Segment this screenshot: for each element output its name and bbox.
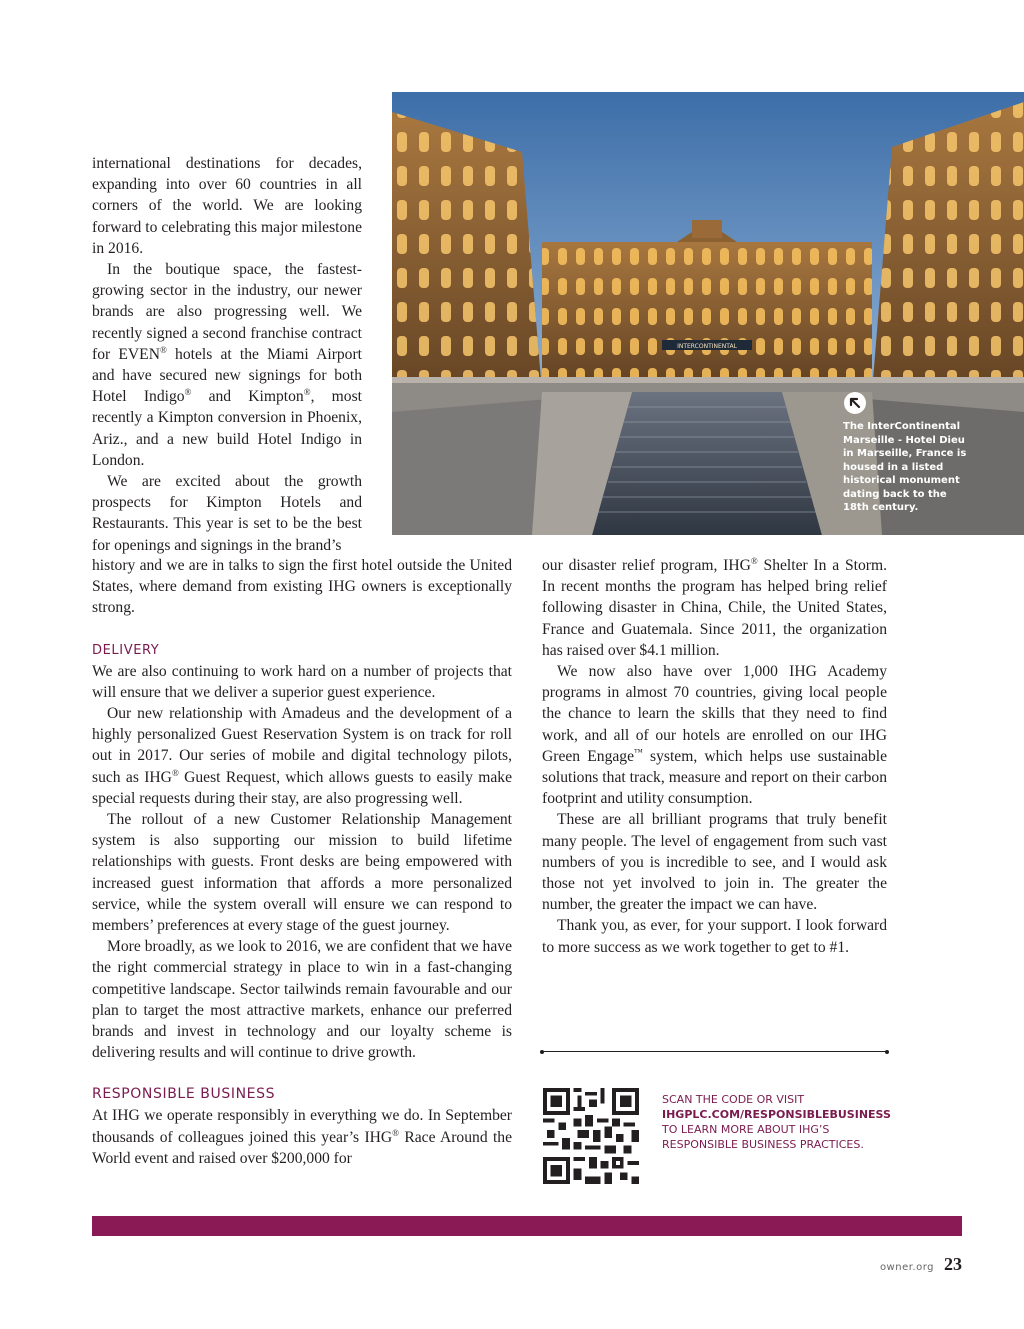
responsible-business-link[interactable]: IHGPLC.COM/RESPONSIBLEBUSINESS bbox=[662, 1108, 891, 1121]
paragraph: We now also have over 1,000 IHG Academy programs in almost 70 countries, giving local people the chance to learn the skills that they need to find work, and all of our hotels are enrolled on our IHG Green Engage™ system, which helps use sustainable solutions that track, measure and report on their carbon footprint and utility consumption. bbox=[542, 663, 887, 808]
page-number: 23 bbox=[944, 1254, 962, 1274]
column-left bbox=[92, 555, 512, 1169]
paragraph: international destinations for decades, expanding into over 60 countries in all corners of the world. We are looking forward to celebrating this major milestone in 2016. bbox=[92, 155, 362, 257]
paragraph: These are all brilliant programs that truly benefit many people. The level of engagement from such vast numbers of you is incredible to see, and I would ask those not yet involved to join in. The greater the number, the greater the impact we can have. bbox=[542, 811, 887, 914]
paragraph: The rollout of a new Customer Relationship Management system is also supporting our mission to build lifetime relationships with guests. Front desks are being empowered with increased guest information that affords a more personalized service, while the system overall will ensure we can respond to members’ preferences at every stage of the guest journey. bbox=[92, 811, 512, 935]
paragraph: Our new relationship with Amadeus and the development of a highly personalized Guest Reservation System is on track for roll out in 2017. Our series of mobile and digital technology pilots, such as IHG® Guest Request, which allows guests to easily make special requests during their stay, are also progressing well. bbox=[92, 705, 513, 807]
photo-caption: The InterContinental Marseille - Hotel Dieu in Marseille, France is housed in a listed historical monument dating back to the 18th century. bbox=[843, 421, 967, 513]
paragraph: In the boutique space, the fastest-growing sector in the industry, our newer brands are also progressing well. We recently signed a second franchise contract for EVEN® hotels at the Miami Airport and have secured new signings for both Hotel Indigo® and Kimpton®, most recently a Kimpton conversion in Phoenix, Ariz., and a new build Hotel Indigo in London. bbox=[92, 261, 363, 469]
footer-site: owner.org bbox=[879, 1262, 934, 1273]
divider bbox=[542, 1051, 887, 1052]
section-heading-delivery: DELIVERY bbox=[92, 642, 160, 658]
qr-callout bbox=[662, 1092, 902, 1152]
paragraph: We are excited about the growth prospects for Kimpton Hotels and Restaurants. This year is set to be the best for openings and signings in the brand’s bbox=[92, 473, 362, 554]
page-footer bbox=[880, 1254, 962, 1275]
qr-code[interactable] bbox=[543, 1088, 639, 1184]
paragraph: More broadly, as we look to 2016, we are confident that we have the right commercial strategy in place to win in a fast-changing competitive landscape. Sector tailwinds remain favourable and our plan to target the most attractive markets, enhance our preferred brands and invest in technology and our loyalty scheme is delivering results and will continue to drive growth. bbox=[92, 938, 512, 1062]
paragraph: We are also continuing to work hard on a number of projects that will ensure that we deliver a superior guest experience. bbox=[92, 662, 512, 701]
paragraph: history and we are in talks to sign the first hotel outside the United States, where demand from existing IHG owners is exceptionally strong. bbox=[92, 557, 512, 617]
section-heading-responsible-business: RESPONSIBLE BUSINESS bbox=[92, 1086, 276, 1103]
column-right bbox=[542, 555, 887, 958]
column-top bbox=[92, 153, 362, 556]
paragraph: Thank you, as ever, for your support. I look forward to more success as we work together to get to #1. bbox=[542, 917, 887, 956]
hotel-sign: INTERCONTINENTAL bbox=[677, 343, 737, 350]
qr-callout-line: SCAN THE CODE OR VISIT bbox=[662, 1093, 805, 1106]
arrow-up-left-circle-icon bbox=[843, 391, 867, 415]
footer-color-bar bbox=[92, 1216, 962, 1236]
paragraph: our disaster relief program, IHG® Shelter In a Storm. In recent months the program has helped bring relief following disaster in China, Chile, the United States, France and Guatemala. Since 2011, the organization has raised over $4.1 million. bbox=[542, 555, 887, 659]
qr-callout-line: RESPONSIBLE BUSINESS PRACTICES. bbox=[662, 1138, 864, 1151]
paragraph: At IHG we operate responsibly in everything we do. In September thousands of colleagues joined this year’s IHG® Race Around the World event and raised over $200,000 for bbox=[92, 1107, 512, 1167]
qr-callout-line: TO LEARN MORE ABOUT IHG’S bbox=[662, 1123, 830, 1136]
